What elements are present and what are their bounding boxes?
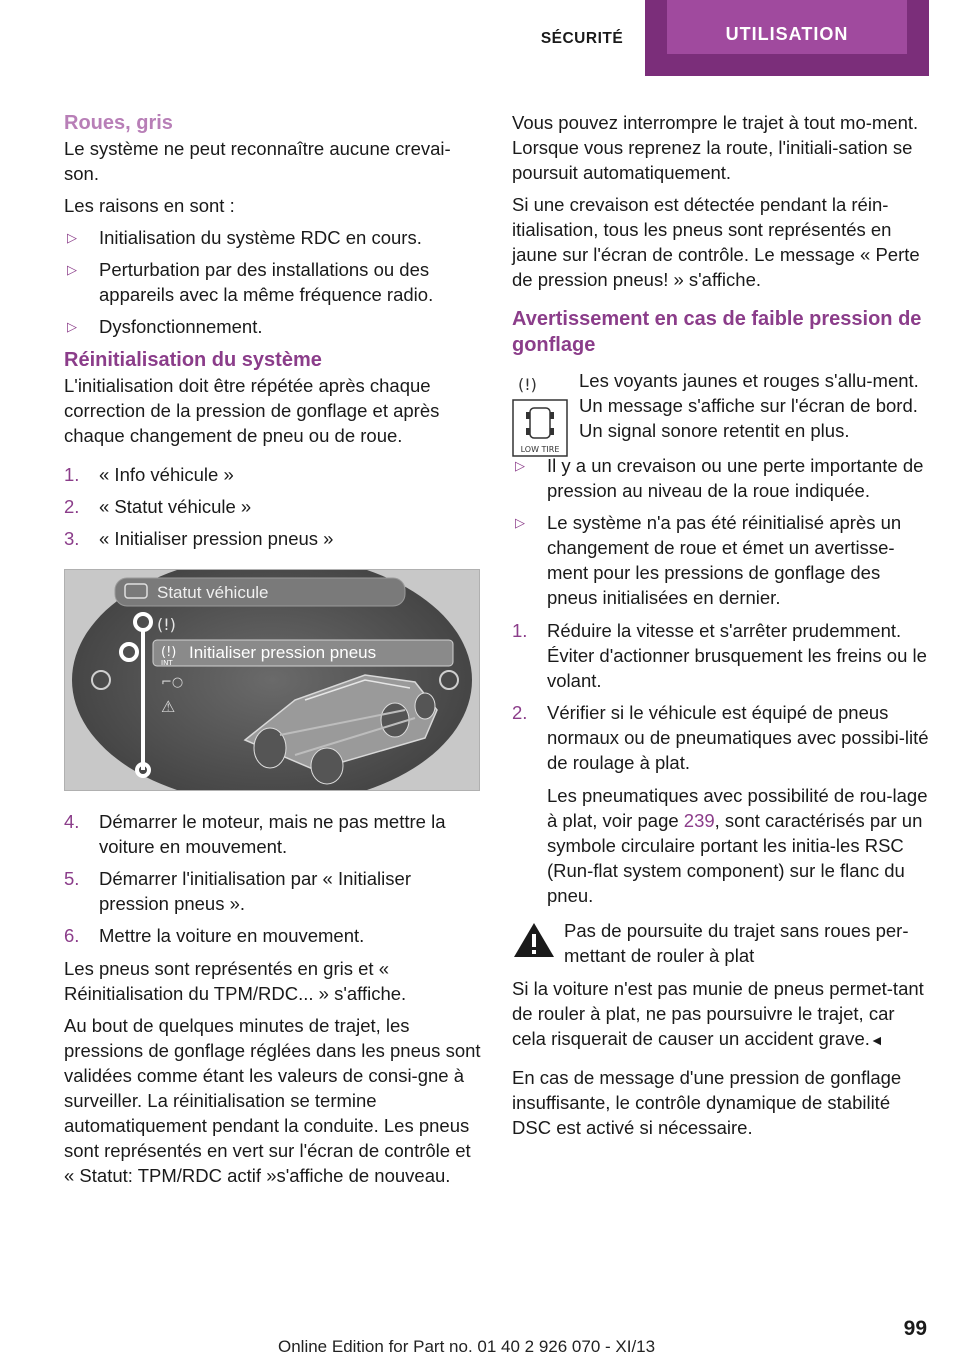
warning-icon: ⚠ xyxy=(161,697,176,716)
warning-triangle-icon xyxy=(512,920,556,966)
car-icon: ⌐○ xyxy=(161,675,184,690)
reasons-list xyxy=(64,225,482,339)
page-number: 99 xyxy=(903,1317,927,1340)
left-column xyxy=(64,110,482,1195)
svg-text:(!): (!) xyxy=(518,375,537,394)
tire-init-icon: (!) xyxy=(161,645,177,660)
display-illustration xyxy=(65,570,479,790)
triangle-bullet-icon: ▷ xyxy=(67,262,77,277)
low-tire-icon xyxy=(512,370,568,464)
paragraph: Au bout de quelques minutes de trajet, les pressions de gonflage réglées dans les pneus sont validées comme étant les valeurs de consi-gne à surveiller. La réinitialisation se termine automatiquement pendant la conduite. Les pneus sont représentés en vert sur l'écran de contrôle et « Statut: TPM/RDC actif »s'affiche de nouveau. xyxy=(64,1015,481,1186)
page-footer xyxy=(0,1316,960,1362)
menu-title: Statut véhicule xyxy=(157,583,269,602)
paragraph: Vous pouvez interrompre le trajet à tout mo-ment. Lorsque vous reprenez la route, l'initiali-sation se poursuit automatiquement. xyxy=(512,112,919,183)
section-tab-label: SÉCURITÉ xyxy=(540,30,624,47)
warning-title: Pas de poursuite du trajet sans roues per-mettant de rouler à plat xyxy=(564,920,909,966)
list-item: ▷ Perturbation par des installations ou des appareils avec la même fréquence radio. xyxy=(67,259,434,305)
paragraph: L'initialisation doit être répétée après chaque correction de la pression de gonflage et après chaque changement de pneu ou de roue. xyxy=(64,375,440,446)
list-item: 2. « Statut véhicule » xyxy=(64,496,252,517)
list-item: ▷ Il y a un crevaison ou une perte importante de pression au niveau de la roue indiquée. xyxy=(515,455,924,501)
steps-list-a xyxy=(64,462,482,551)
section-tab-utilisation-frame xyxy=(645,0,929,76)
list-item: 2. Vérifier si le véhicule est équipé de pneus normaux ou de pneumatiques avec possibi-lité de roulage à plat. xyxy=(512,702,929,773)
list-item: 1. « Info véhicule » xyxy=(64,464,234,485)
rsc-paragraph: Les pneumatiques avec possibilité de rou-lage à plat, voir page 239, sont caractérisés par un symbole circulaire portant les initia-les RSC (Run-flat system component) sur le flanc du pneu. xyxy=(547,785,928,906)
list-item: ▷ Initialisation du système RDC en cours. xyxy=(67,227,422,248)
triangle-bullet-icon: ▷ xyxy=(515,458,525,473)
paragraph: Le système ne peut reconnaître aucune crevai-son. xyxy=(64,138,451,184)
action-steps-list xyxy=(512,618,930,775)
paragraph: En cas de message d'une pression de gonflage insuffisante, le contrôle dynamique de stabilité DSC est activé si nécessaire. xyxy=(512,1067,902,1138)
page-link[interactable]: 239 xyxy=(683,810,715,831)
right-column xyxy=(512,110,930,1147)
list-item: 3. « Initialiser pression pneus » xyxy=(64,528,334,549)
paragraph: Si une crevaison est détectée pendant la réin-itialisation, tous les pneus sont représentés en jaune sur l'écran de contrôle. Le message « Perte de pression pneus! » s'affiche. xyxy=(512,194,920,290)
end-mark: ◄ xyxy=(869,1032,884,1048)
tire-warning-icon: (!) xyxy=(157,615,176,634)
list-item: 4. Démarrer le moteur, mais ne pas mettre la voiture en mouvement. xyxy=(64,811,446,857)
list-item: 1. Réduire la vitesse et s'arrêter prudemment. Éviter d'actionner brusquement les freins ou le volant. xyxy=(512,620,927,691)
triangle-bullet-icon: ▷ xyxy=(67,319,77,334)
svg-text:LOW TIRE: LOW TIRE xyxy=(520,445,560,454)
paragraph: Les raisons en sont : xyxy=(64,195,235,216)
warning-causes-list xyxy=(512,453,930,610)
triangle-bullet-icon: ▷ xyxy=(515,515,525,530)
svg-text:INT: INT xyxy=(161,659,173,667)
heading-reinitialisation: Réinitialisation du système xyxy=(64,349,322,371)
list-item: 5. Démarrer l'initialisation par « Initialiser pression pneus ». xyxy=(64,868,411,914)
list-item: ▷ Dysfonctionnement. xyxy=(67,316,263,337)
paragraph: Si la voiture n'est pas munie de pneus permet-tant de rouler à plat, ne pas poursuivre le trajet, car cela risquerait de causer un accident grave.◄ xyxy=(512,978,924,1049)
selected-menu-item: Initialiser pression pneus xyxy=(189,643,377,662)
display-screenshot xyxy=(64,569,480,791)
paragraph: Les pneus sont représentés en gris et « Réinitialisation du TPM/RDC... » s'affiche. xyxy=(64,958,407,1004)
warning-note xyxy=(512,918,930,968)
paragraph: Les voyants jaunes et rouges s'allu-ment. Un message s'affiche sur l'écran de bord. Un signal sonore retentit en plus. xyxy=(579,370,919,441)
list-item: 6. Mettre la voiture en mouvement. xyxy=(64,925,365,946)
list-item: ▷ Le système n'a pas été réinitialisé après un changement de roue et émet un avertisse-ment pour les pressions de gonflage des pneus initialisées en dernier. xyxy=(515,512,902,608)
low-tire-note xyxy=(512,368,930,454)
steps-list-b xyxy=(64,809,482,948)
section-tab-utilisation[interactable] xyxy=(667,0,907,54)
section-tab-label: UTILISATION xyxy=(725,24,849,44)
heading-roues-gris: Roues, gris xyxy=(64,112,173,134)
heading-avertissement: Avertissement en cas de faible pression de gonflage xyxy=(512,308,922,356)
edition-note: Online Edition for Part no. 01 40 2 926 070 - XI/13 xyxy=(278,1337,656,1356)
section-tab-securite[interactable] xyxy=(520,0,644,76)
triangle-bullet-icon: ▷ xyxy=(67,230,77,245)
